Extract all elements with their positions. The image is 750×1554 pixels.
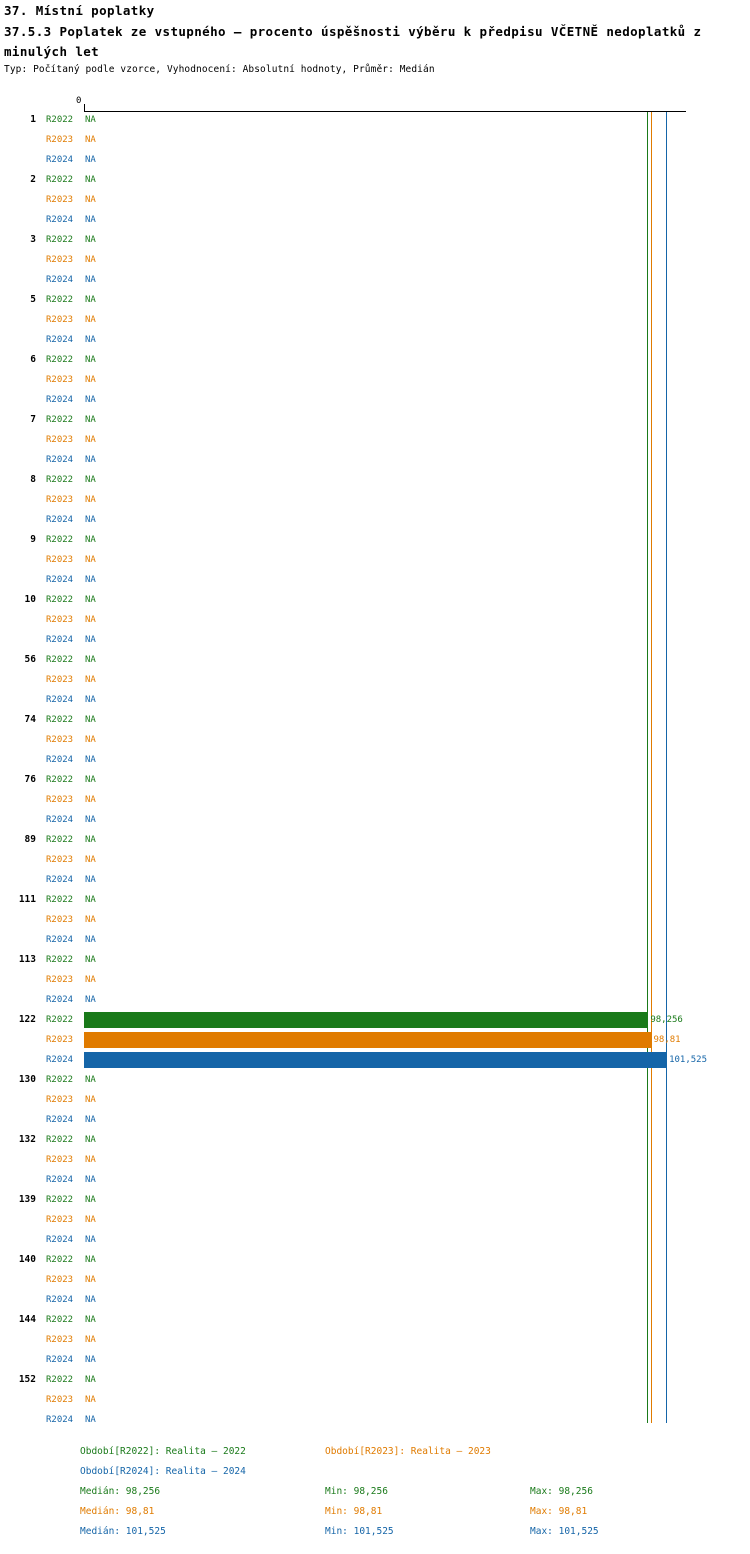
series-label: R2022 [46,955,74,965]
bar-value-na: NA [85,1135,96,1145]
bar-value-na: NA [85,1235,96,1245]
chart-bar-row [0,1310,750,1330]
legend-item: Období[R2023]: Realita – 2023 [325,1446,491,1457]
bar-value-na: NA [85,115,96,125]
series-label: R2023 [46,135,74,145]
bar-value-na: NA [85,375,96,385]
bar-value-na: NA [85,175,96,185]
series-label: R2024 [46,395,74,405]
chart-title: 37.5.3 Poplatek ze vstupného – procento úspěšnosti výběru k předpisu VČETNĚ nedoplatků z minulých let [4,24,702,59]
bar-value-na: NA [85,695,96,705]
bar-value-na: NA [85,835,96,845]
bar-value-na: NA [85,855,96,865]
bar-value-na: NA [85,635,96,645]
bar-value-na: NA [85,435,96,445]
group-label: 74 [24,714,36,725]
bar-value-na: NA [85,675,96,685]
chart-bar-row [0,910,750,930]
series-label: R2023 [46,675,74,685]
bar-value-na: NA [85,975,96,985]
chart-bar-row [0,150,750,170]
chart-bar-row [0,370,750,390]
chart-bar-row [0,510,750,530]
series-label: R2022 [46,415,74,425]
bar-value-na: NA [85,615,96,625]
legend-stat: Medián: 98,256 [80,1486,161,1497]
bar-value-label: 98,256 [650,1015,683,1025]
chart-bar-row [0,1250,750,1270]
chart-bar-row [0,810,750,830]
series-label: R2022 [46,655,74,665]
group-label: 8 [30,474,36,485]
chart-bar-row [0,290,750,310]
series-label: R2023 [46,1035,74,1045]
bar-value-na: NA [85,155,96,165]
bar-value-na: NA [85,315,96,325]
series-label: R2024 [46,335,74,345]
chart-bar-row [0,550,750,570]
chart-group [0,890,750,950]
group-label: 2 [30,174,36,185]
bar-value-label: 101,525 [669,1055,707,1065]
bar-value-na: NA [85,235,96,245]
group-label: 5 [30,294,36,305]
chart-bar-row [0,1030,750,1050]
chart-group [0,110,750,170]
chart-group [0,710,750,770]
chart-bar-row [0,1010,750,1030]
bar-value-label: 98,81 [653,1035,681,1045]
series-label: R2024 [46,995,74,1005]
series-label: R2022 [46,1075,74,1085]
group-label: 130 [18,1074,36,1085]
chart-bar-row [0,1230,750,1250]
chart-bar-row [0,850,750,870]
bar-value-na: NA [85,1095,96,1105]
series-label: R2023 [46,975,74,985]
series-label: R2024 [46,755,74,765]
chart-group [0,1250,750,1310]
chart-bar-row [0,710,750,730]
chart-group [0,1370,750,1430]
series-label: R2024 [46,875,74,885]
bar-value-na: NA [85,995,96,1005]
bar-value-na: NA [85,1255,96,1265]
page-title: 37. Místní poplatky [4,3,155,18]
series-label: R2024 [46,815,74,825]
series-label: R2023 [46,195,74,205]
chart-group [0,290,750,350]
group-label: 1 [30,114,36,125]
chart-bar-row [0,210,750,230]
chart-group [0,1130,750,1190]
series-label: R2022 [46,1315,74,1325]
chart-bar-row [0,450,750,470]
bar-value-na: NA [85,335,96,345]
series-label: R2023 [46,495,74,505]
bar-value-na: NA [85,895,96,905]
series-label: R2022 [46,1255,74,1265]
series-label: R2024 [46,155,74,165]
series-label: R2023 [46,795,74,805]
series-label: R2024 [46,1055,74,1065]
chart-bar-row [0,590,750,610]
series-label: R2024 [46,1295,74,1305]
bar-value-na: NA [85,1115,96,1125]
series-label: R2024 [46,695,74,705]
bar-value-na: NA [85,595,96,605]
legend-item: Období[R2024]: Realita – 2024 [80,1466,246,1477]
chart-bar-row [0,730,750,750]
bar-value-na: NA [85,715,96,725]
chart-bar-row [0,490,750,510]
series-label: R2022 [46,355,74,365]
chart-bar-row [0,650,750,670]
chart-bar-row [0,310,750,330]
bar-value-na: NA [85,215,96,225]
chart-bar-row [0,130,750,150]
chart-group [0,830,750,890]
bar-value-na: NA [85,415,96,425]
legend-stat: Max: 98,81 [530,1506,588,1517]
chart-group [0,1310,750,1370]
chart-group [0,770,750,830]
bar-value-na: NA [85,755,96,765]
series-label: R2024 [46,515,74,525]
group-label: 152 [18,1374,36,1385]
chart-bar-row [0,1090,750,1110]
chart-group [0,350,750,410]
chart-bar-row [0,1050,750,1070]
legend-stat: Medián: 101,525 [80,1526,166,1537]
legend-stat: Min: 98,256 [325,1486,388,1497]
series-label: R2023 [46,615,74,625]
chart-bar-row [0,1290,750,1310]
bar-value-na: NA [85,475,96,485]
chart-bar-row [0,1370,750,1390]
chart-bar-row [0,110,750,130]
chart-bar-row [0,990,750,1010]
series-label: R2024 [46,1115,74,1125]
series-label: R2022 [46,835,74,845]
chart-bar-row [0,1170,750,1190]
series-label: R2024 [46,215,74,225]
chart-bar-row [0,750,750,770]
bar-value-na: NA [85,255,96,265]
group-label: 122 [18,1014,36,1025]
series-label: R2022 [46,175,74,185]
series-label: R2022 [46,1195,74,1205]
chart-group [0,470,750,530]
group-label: 6 [30,354,36,365]
chart-bar-row [0,610,750,630]
bar-value-na: NA [85,495,96,505]
group-label: 144 [18,1314,36,1325]
series-label: R2022 [46,535,74,545]
series-label: R2023 [46,255,74,265]
bar-value-na: NA [85,275,96,285]
group-label: 139 [18,1194,36,1205]
chart-bar-row [0,570,750,590]
bar-value-na: NA [85,875,96,885]
chart-bar-row [0,670,750,690]
chart-bar-row [0,1110,750,1130]
bar-value-na: NA [85,1375,96,1385]
series-label: R2022 [46,475,74,485]
chart-bar-row [0,1070,750,1090]
bar-value-na: NA [85,1175,96,1185]
chart-bar-row [0,690,750,710]
chart-bar-row [0,470,750,490]
bar-value-na: NA [85,1155,96,1165]
bar-value-na: NA [85,935,96,945]
chart-bar-row [0,1190,750,1210]
bar[interactable] [84,1032,651,1048]
chart-bar-row [0,230,750,250]
x-axis-origin-label: 0 [76,96,82,106]
group-label: 9 [30,534,36,545]
chart-bar-row [0,430,750,450]
legend-stat: Medián: 98,81 [80,1506,155,1517]
chart-group [0,230,750,290]
series-label: R2023 [46,1275,74,1285]
bar-value-na: NA [85,815,96,825]
series-label: R2024 [46,275,74,285]
series-label: R2022 [46,115,74,125]
chart-bar-row [0,870,750,890]
bar-value-na: NA [85,455,96,465]
bar[interactable] [84,1052,666,1068]
bar-value-na: NA [85,1315,96,1325]
bar[interactable] [84,1012,647,1028]
series-label: R2022 [46,1375,74,1385]
group-label: 7 [30,414,36,425]
bar-value-na: NA [85,795,96,805]
series-label: R2022 [46,595,74,605]
chart-bar-row [0,250,750,270]
chart-group [0,950,750,1010]
series-label: R2023 [46,315,74,325]
chart-group [0,590,750,650]
series-label: R2024 [46,1355,74,1365]
bar-value-na: NA [85,1275,96,1285]
legend-stat: Max: 101,525 [530,1526,599,1537]
bar-value-na: NA [85,1335,96,1345]
bar-value-na: NA [85,395,96,405]
series-label: R2022 [46,1015,74,1025]
series-label: R2023 [46,855,74,865]
bar-value-na: NA [85,295,96,305]
legend-stat: Min: 98,81 [325,1506,383,1517]
legend-stat: Min: 101,525 [325,1526,394,1537]
chart-bar-row [0,390,750,410]
bar-value-na: NA [85,195,96,205]
chart-bar-row [0,1330,750,1350]
chart-group [0,650,750,710]
series-label: R2023 [46,435,74,445]
chart-bar-row [0,630,750,650]
chart-bar-row [0,330,750,350]
group-label: 113 [18,954,36,965]
series-label: R2024 [46,635,74,645]
bar-value-na: NA [85,655,96,665]
bar-value-na: NA [85,1195,96,1205]
series-label: R2024 [46,455,74,465]
series-label: R2022 [46,775,74,785]
bar-value-na: NA [85,535,96,545]
chart-group [0,1010,750,1070]
chart-group [0,530,750,590]
chart-bar-row [0,1130,750,1150]
group-label: 10 [24,594,36,605]
chart-bar-row [0,1350,750,1370]
bar-value-na: NA [85,1295,96,1305]
chart-group [0,1070,750,1130]
chart-bar-row [0,1150,750,1170]
bar-value-na: NA [85,1415,96,1425]
chart-bar-row [0,830,750,850]
chart-bar-row [0,930,750,950]
series-label: R2022 [46,295,74,305]
series-label: R2023 [46,1395,74,1405]
chart-bar-row [0,1270,750,1290]
group-label: 111 [18,894,36,905]
series-label: R2023 [46,735,74,745]
chart-bar-row [0,890,750,910]
series-label: R2023 [46,915,74,925]
series-label: R2024 [46,1175,74,1185]
chart-bar-row [0,1410,750,1430]
series-label: R2022 [46,895,74,905]
series-label: R2023 [46,555,74,565]
series-label: R2022 [46,1135,74,1145]
series-label: R2024 [46,935,74,945]
chart-bar-row [0,530,750,550]
chart-subtitle: Typ: Počítaný podle vzorce, Vyhodnocení: Absolutní hodnoty, Průměr: Medián [4,64,435,75]
chart-bar-row [0,1390,750,1410]
group-label: 56 [24,654,36,665]
bar-value-na: NA [85,735,96,745]
chart-bar-row [0,770,750,790]
bar-value-na: NA [85,1355,96,1365]
group-label: 3 [30,234,36,245]
bar-value-na: NA [85,515,96,525]
series-label: R2024 [46,1415,74,1425]
chart-bar-row [0,270,750,290]
bar-value-na: NA [85,575,96,585]
chart-bar-row [0,170,750,190]
group-label: 89 [24,834,36,845]
bar-value-na: NA [85,1075,96,1085]
chart-bar-row [0,970,750,990]
chart-group [0,410,750,470]
series-label: R2023 [46,1335,74,1345]
group-label: 76 [24,774,36,785]
series-label: R2023 [46,1095,74,1105]
bar-value-na: NA [85,955,96,965]
legend-item: Období[R2022]: Realita – 2022 [80,1446,246,1457]
chart-bar-row [0,350,750,370]
chart-bar-row [0,790,750,810]
bar-value-na: NA [85,555,96,565]
legend-stat: Max: 98,256 [530,1486,593,1497]
series-label: R2023 [46,1155,74,1165]
bar-value-na: NA [85,915,96,925]
series-label: R2022 [46,235,74,245]
series-label: R2024 [46,575,74,585]
chart-bar-row [0,410,750,430]
group-label: 132 [18,1134,36,1145]
bar-value-na: NA [85,775,96,785]
group-label: 140 [18,1254,36,1265]
chart-bar-row [0,1210,750,1230]
bar-value-na: NA [85,355,96,365]
chart-group [0,1190,750,1250]
bar-value-na: NA [85,1395,96,1405]
bar-value-na: NA [85,1215,96,1225]
chart-group [0,170,750,230]
series-label: R2022 [46,715,74,725]
series-label: R2023 [46,375,74,385]
chart-bar-row [0,950,750,970]
bar-value-na: NA [85,135,96,145]
series-label: R2024 [46,1235,74,1245]
chart-bar-row [0,190,750,210]
series-label: R2023 [46,1215,74,1225]
